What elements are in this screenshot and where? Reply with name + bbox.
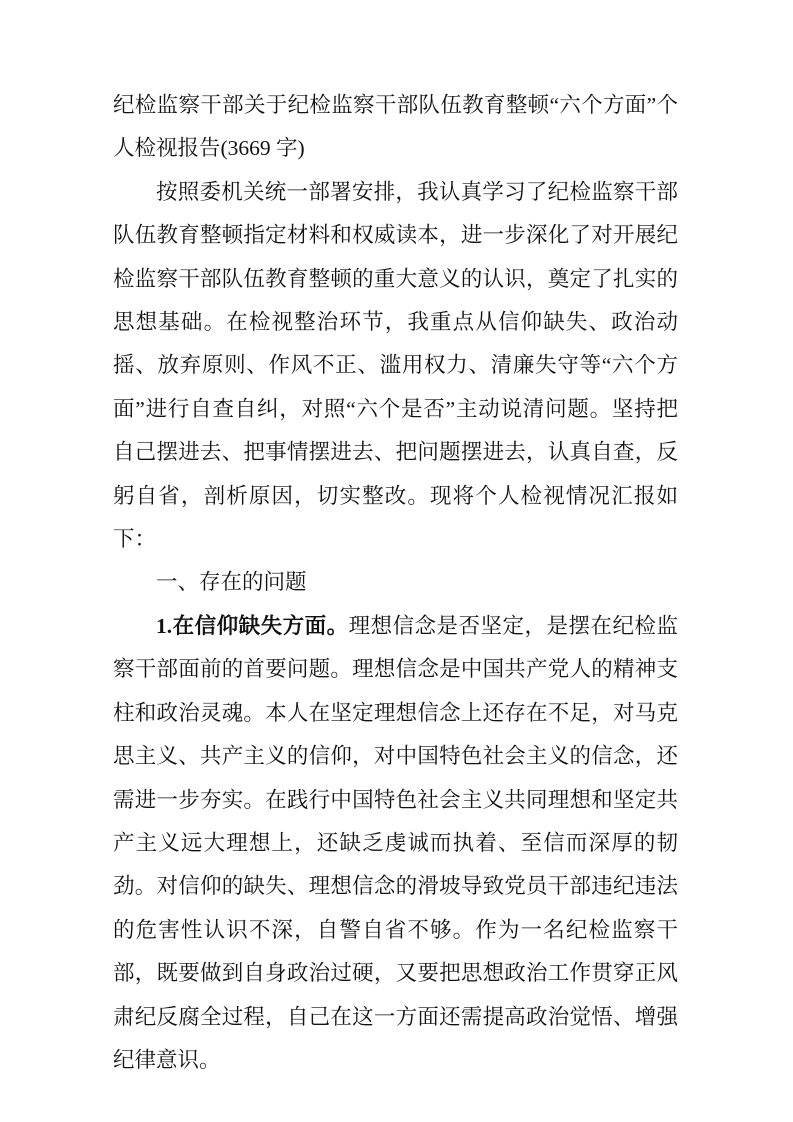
intro-paragraph: 按照委机关统一部署安排，我认真学习了纪检监察干部队伍教育整顿指定材料和权威读本，进一步深化了对开展纪检监察干部队伍教育整顿的重大意义的认识，奠定了扎实的思想基础。在检视整治环节，我重点从信仰缺失、政治动摇、放弃原则、作风不正、滥用权力、清廉失守等“六个方面”进行自查自纠，对照“六个是否”主动说清问题。坚持把自己摆进去、把事情摆进去、把问题摆进去，认真自查，反躬自省，剖析原因，切实整改。现将个人检视情况汇报如下： <box>113 179 678 552</box>
document-title-text: 纪检监察干部关于纪检监察干部队伍教育整顿“六个方面”个人检视报告(3669 字) <box>113 93 678 161</box>
item1-lead-bold: 1.在信仰缺失方面。 <box>156 613 349 638</box>
item1-body-text: 理想信念是否坚定，是摆在纪检监察干部面前的首要问题。理想信念是中国共产党人的精神支柱和政治灵魂。本人在坚定理想信念上还存在不足，对马克思主义、共产主义的信仰，对中国特色社会主义的信念，还需进一步夯实。在践行中国特色社会主义共同理想和坚定共产主义远大理想上，还缺乏虔诚而执着、至信而深厚的韧劲。对信仰的缺失、理想信念的滑坡导致党员干部违纪违法的危害性认识不深，自警自省不够。作为一名纪检监察干部，既要做到自身政治过硬，又要把思想政治工作贯穿正风肃纪反腐全过程，自己在这一方面还需提高政治觉悟、增强纪律意识。 <box>113 613 678 1072</box>
item1-paragraph <box>113 605 678 1082</box>
section-heading: 一、存在的问题 <box>156 570 307 595</box>
document-title <box>113 84 678 171</box>
